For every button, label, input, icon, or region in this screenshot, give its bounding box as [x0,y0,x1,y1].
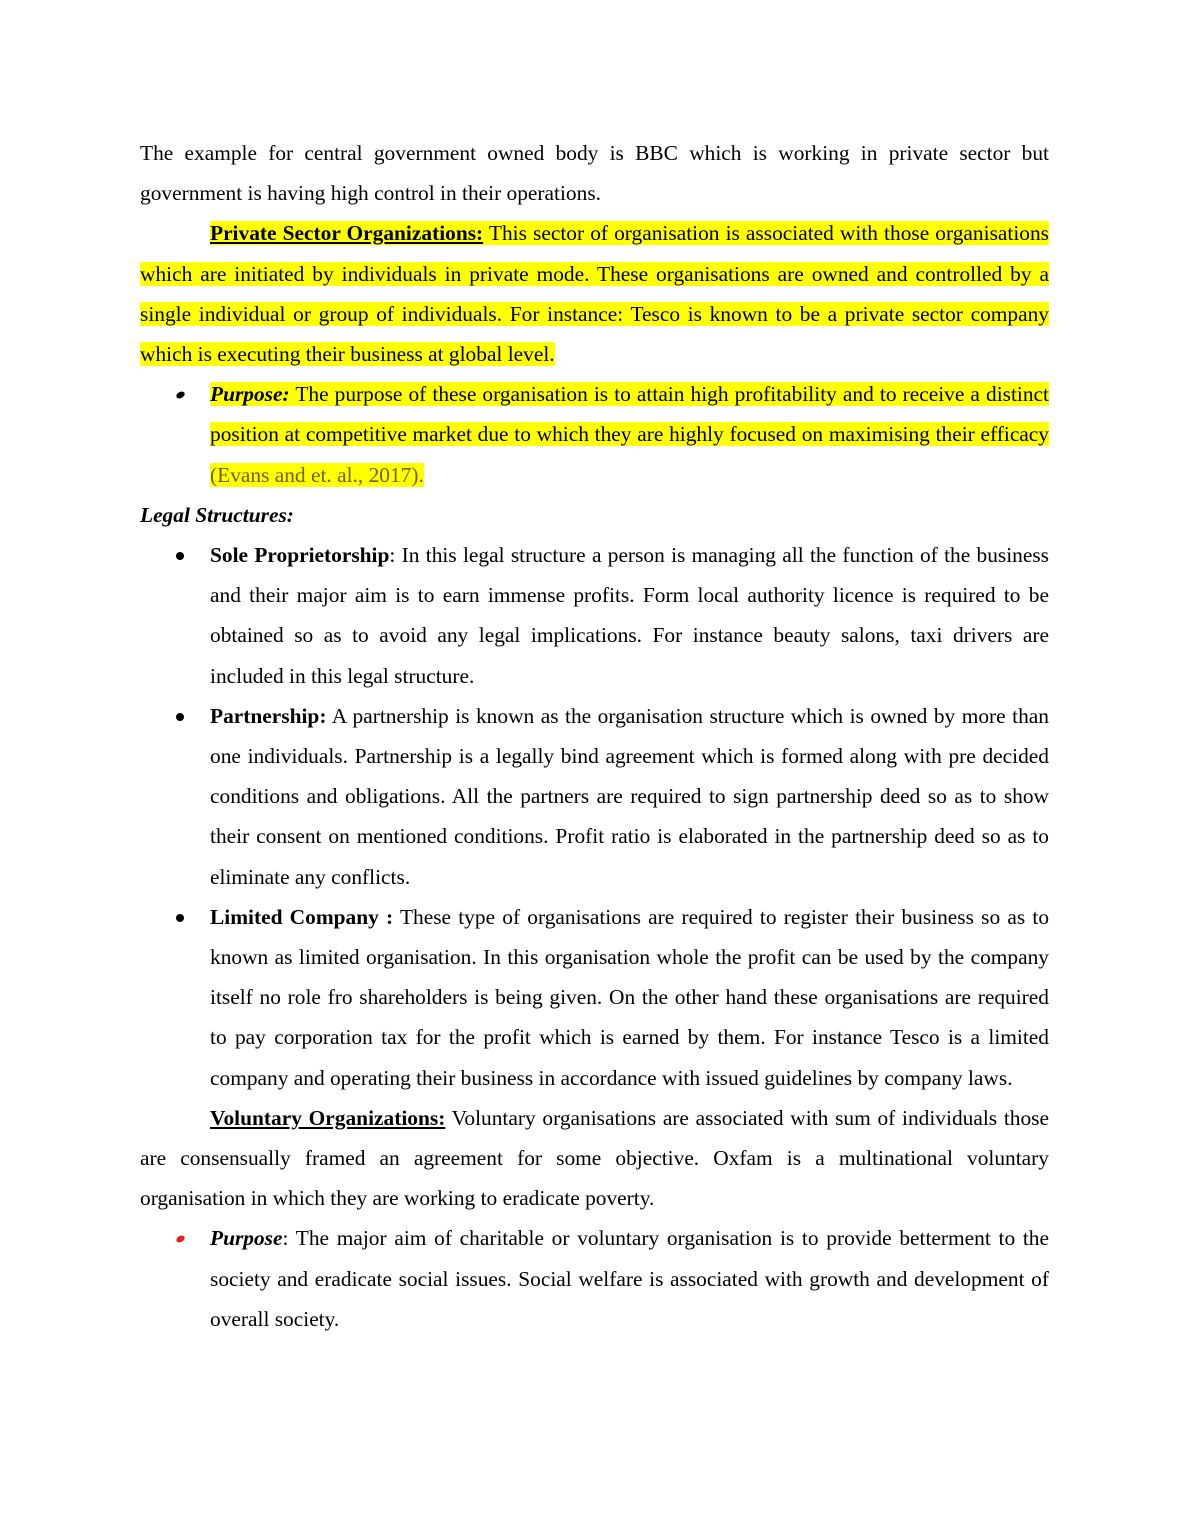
private-sector-body: This sector of organisation is associated with those organisations which are initiated by individuals in private mode. These organisations are owned and controlled by a single individual or group of individuals. For instance: Tesco is known to be a private sector company which is executing their business at global level. [140,221,1049,367]
partnership-label: Partnership: [210,703,327,728]
intro-paragraph [140,133,1049,213]
bullet-icon [176,552,184,560]
limited-company-label: Limited Company : [210,904,394,929]
intro-text: The example for central government owned body is BBC which is working in private sector but government is having high control in their operations. [140,141,1049,206]
bullet-icon [176,713,184,721]
private-sector-heading: Private Sector Organizations: [210,221,484,246]
legal-structures-heading: Legal Structures: [140,502,294,527]
voluntary-purpose-list [140,1218,1049,1339]
red-bullet-icon [175,1235,186,1245]
purpose-text: The purpose of these organisation is to attain high profitability and to receive a distinct position at competitive market due to which they are highly focused on maximising their efficacy [210,382,1049,447]
legal-structures-list [140,535,1049,1098]
voluntary-body: Voluntary organisations are associated with sum of individuals those are consensually framed an agreement for some objective. Oxfam is a multinational voluntary organisation in which they are working to eradicate poverty. [140,1105,1049,1211]
private-sector-purpose-list [140,374,1049,495]
limited-company-text: These type of organisations are required to register their business so as to known as limited organisation. In this organisation whole the profit can be used by the company itself no role fro shareholders is being given. On the other hand these organisations are required to pay corporation tax for the profit which is earned by them. For instance Tesco is a limited company and operating their business in accordance with issued guidelines by company laws. [210,904,1050,1090]
bullet-icon [175,390,186,400]
bullet-icon [176,914,184,922]
citation: (Evans and et. al., 2017). [210,462,424,487]
voluntary-purpose-text: : The major aim of charitable or voluntary organisation is to provide betterment to the society and eradicate social issues. Social welfare is associated with growth and development of overall society. [210,1226,1049,1331]
list-item-partnership [140,696,1049,897]
voluntary-paragraph [140,1098,1049,1219]
sole-proprietorship-label: Sole Proprietorship [210,543,390,568]
purpose-label: Purpose: [210,382,290,407]
list-item-sole-proprietorship [140,535,1049,696]
sole-proprietorship-text: : In this legal structure a person is managing all the function of the business and their major aim is to earn immense profits. Form local authority licence is required to be obtained so as to avoid any legal implications. For instance beauty salons, taxi drivers are included in this legal structure. [210,543,1050,688]
private-sector-paragraph [140,213,1049,374]
voluntary-purpose-label: Purpose [210,1226,283,1251]
list-item-limited-company [140,897,1049,1098]
voluntary-heading: Voluntary Organizations: [210,1105,446,1130]
legal-structures-heading-paragraph [140,495,1049,535]
partnership-text: A partnership is known as the organisation structure which is owned by more than one individuals. Partnership is a legally bind agreement which is formed along with pre decided conditions and obligations. All the partners are required to sign partnership deed so as to show their consent on mentioned conditions. Profit ratio is elaborated in the partnership deed so as to eliminate any conflicts. [210,703,1049,889]
private-sector-purpose-item [140,374,1049,495]
voluntary-purpose-item [140,1218,1049,1339]
